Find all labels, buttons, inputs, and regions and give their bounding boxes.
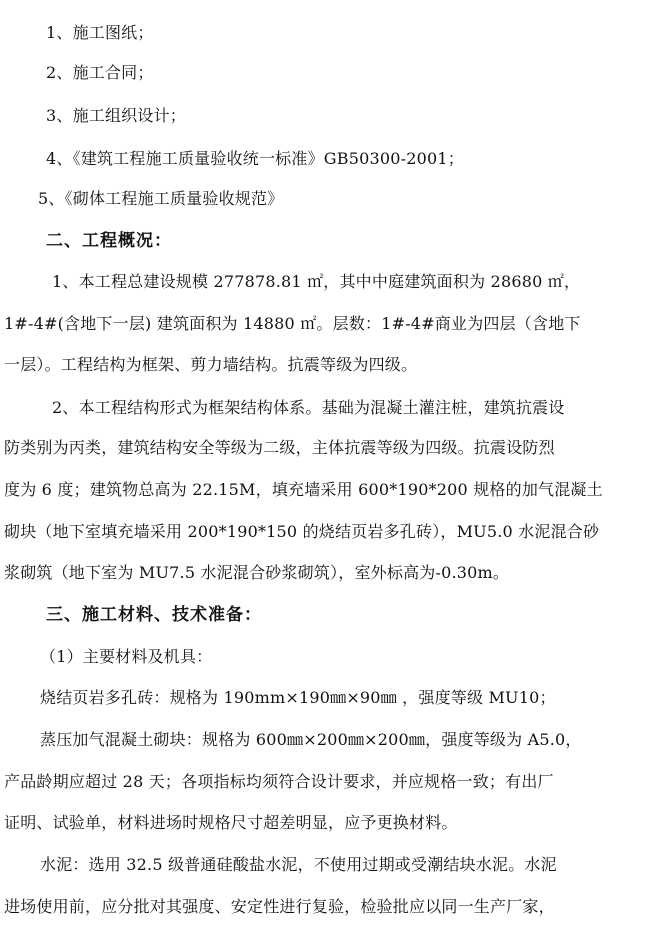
paragraph-line: 蒸压加气混凝土砌块：规格为 600㎜×200㎜×200㎜，强度等级为 A5.0， <box>40 730 582 749</box>
list-item-5: 5、《砌体工程施工质量验收规范》 <box>38 189 284 208</box>
list-item-4: 4、《建筑工程施工质量验收统一标准》GB50300-2001； <box>46 149 464 168</box>
paragraph-line: 1#-4#(含地下一层) 建筑面积为 14880 ㎡。层数：1#-4#商业为四层（含地下 <box>4 314 581 333</box>
section-heading-materials: 三、施工材料、技术准备： <box>46 605 262 625</box>
paragraph-line: 度为 6 度；建筑物总高为 22.15M，填充墙采用 600*190*200 规格的加气混凝土 <box>4 480 603 499</box>
subsection-heading: （1）主要材料及机具： <box>40 647 213 666</box>
paragraph-line: 砌块（地下室填充墙采用 200*190*150 的烧结页岩多孔砖），MU5.0 水泥混合砂 <box>4 522 600 541</box>
section-heading-overview: 二、工程概况： <box>46 231 172 251</box>
list-item-2: 2、施工合同； <box>46 63 154 82</box>
paragraph-line: 证明、试验单，材料进场时规格尺寸超差明显，应予更换材料。 <box>4 813 458 832</box>
list-item-1: 1、施工图纸； <box>46 23 154 42</box>
paragraph-line: 浆砌筑（地下室为 MU7.5 水泥混合砂浆砌筑），室外标高为-0.30m。 <box>4 563 510 582</box>
paragraph-line: 2、本工程结构形式为框架结构体系。基础为混凝土灌注桩，建筑抗震设 <box>52 398 565 417</box>
paragraph-line: 一层）。工程结构为框架、剪力墙结构。抗震等级为四级。 <box>4 355 418 374</box>
paragraph-line: 进场使用前，应分批对其强度、安定性进行复验，检验批应以同一生产厂家， <box>4 897 555 916</box>
list-item-3: 3、施工组织设计； <box>46 106 186 125</box>
paragraph-line: 烧结页岩多孔砖：规格为 190mm×190㎜×90㎜ ，强度等级 MU10； <box>40 688 556 707</box>
paragraph-line: 防类别为丙类，建筑结构安全等级为二级，主体抗震等级为四级。抗震设防烈 <box>4 438 555 457</box>
paragraph-line: 产品龄期应超过 28 天；各项指标均须符合设计要求，并应规格一致；有出厂 <box>4 772 554 791</box>
paragraph-line: 水泥：选用 32.5 级普通硅酸盐水泥，不使用过期或受潮结块水泥。水泥 <box>40 855 557 874</box>
paragraph-line: 1、本工程总建设规模 277878.81 ㎡，其中中庭建筑面积为 28680 ㎡， <box>52 272 581 291</box>
